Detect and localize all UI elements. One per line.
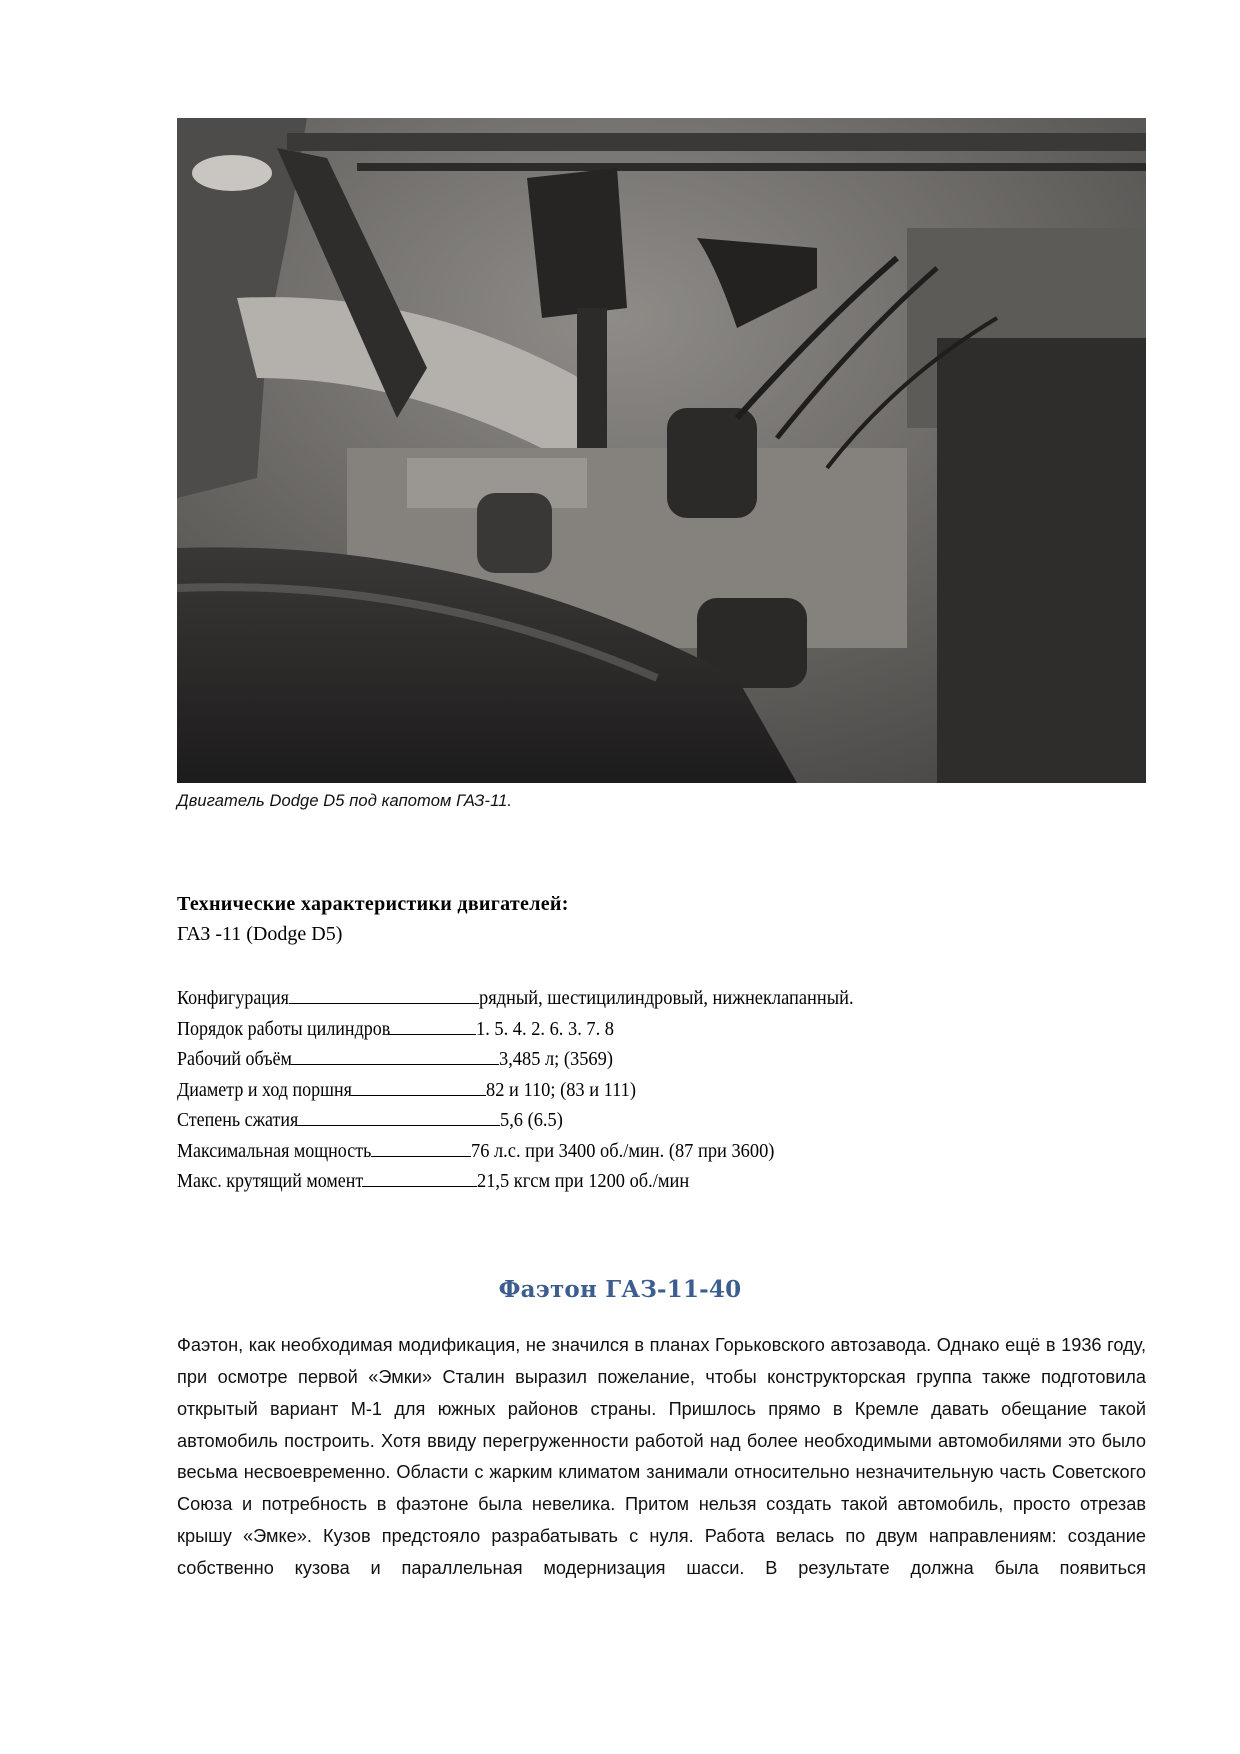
spec-leader-line	[351, 1077, 486, 1096]
spec-leader-line	[297, 1107, 500, 1126]
spec-label: Конфигурация	[177, 987, 289, 1009]
engine-photo	[177, 118, 1146, 783]
spec-row-max-torque	[177, 1166, 887, 1197]
engine-photo-illustration	[177, 118, 1146, 783]
spec-leader-line	[362, 1168, 477, 1187]
spec-leader-line	[388, 1016, 476, 1035]
spec-label: Максимальная мощность	[177, 1139, 372, 1162]
specs-subtitle: ГАЗ -11 (Dodge D5)	[177, 923, 343, 945]
spec-list	[177, 983, 887, 1197]
spec-label: Порядок работы цилиндров	[177, 1017, 391, 1040]
spec-row-configuration	[177, 983, 887, 1014]
spec-value: 76 л.с. при 3400 об./мин. (87 при 3600)	[470, 1139, 775, 1162]
spec-value: 1. 5. 4. 2. 6. 3. 7. 8	[475, 1017, 614, 1040]
spec-value: рядный, шестицилиндровый, нижнеклапанный.	[479, 987, 854, 1009]
spec-row-bore-stroke	[177, 1075, 887, 1106]
spec-value: 3,485 л; (3569)	[498, 1048, 613, 1070]
figure-caption: Двигатель Dodge D5 под капотом ГАЗ-11.	[177, 792, 513, 810]
spec-row-firing-order	[177, 1014, 887, 1045]
spec-label: Степень сжатия	[177, 1109, 299, 1131]
spec-label: Макс. крутящий момент	[177, 1170, 364, 1192]
spec-row-max-power	[177, 1136, 887, 1167]
spec-row-displacement	[177, 1044, 887, 1075]
body-paragraph: Фаэтон, как необходимая модификация, не значился в планах Горьковского автозавода. Однако ещё в 1936 году, при осмотре первой «Эмки» Сталин выразил пожелание, чтобы конструкторская группа также подготовила открытый вариант М-1 для южных районов страны. Пришлось прямо в Кремле давать обещание такой автомобиль построить. Хотя ввиду перегруженности работой над более необходимыми автомобилями это было весьма несвоевременно. Области с жарким климатом занимали относительно незначительную часть Советского Союза и потребность в фаэтоне была невелика. Притом нельзя создать такой автомобиль, просто отрезав крышу «Эмке». Кузов предстояло разрабатывать с нуля. Работа велась по двум направлениям: создание собственно кузова и параллельная модернизация шасси. В результате должна была появиться	[177, 1335, 1146, 1578]
spec-leader-line	[371, 1138, 471, 1157]
spec-label: Рабочий объём	[177, 1048, 292, 1070]
spec-value: 82 и 110; (83 и 111)	[486, 1078, 637, 1101]
spec-value: 21,5 кгсм при 1200 об./мин	[476, 1170, 690, 1192]
spec-value: 5,6 (6.5)	[499, 1109, 563, 1131]
section-heading: Фаэтон ГАЗ-11-40	[498, 1276, 742, 1303]
spec-leader-line	[289, 985, 479, 1004]
spec-row-compression	[177, 1105, 887, 1136]
spec-label: Диаметр и ход поршня	[177, 1078, 352, 1101]
spec-leader-line	[291, 1046, 499, 1065]
specs-title: Технические характеристики двигателей:	[177, 893, 569, 915]
